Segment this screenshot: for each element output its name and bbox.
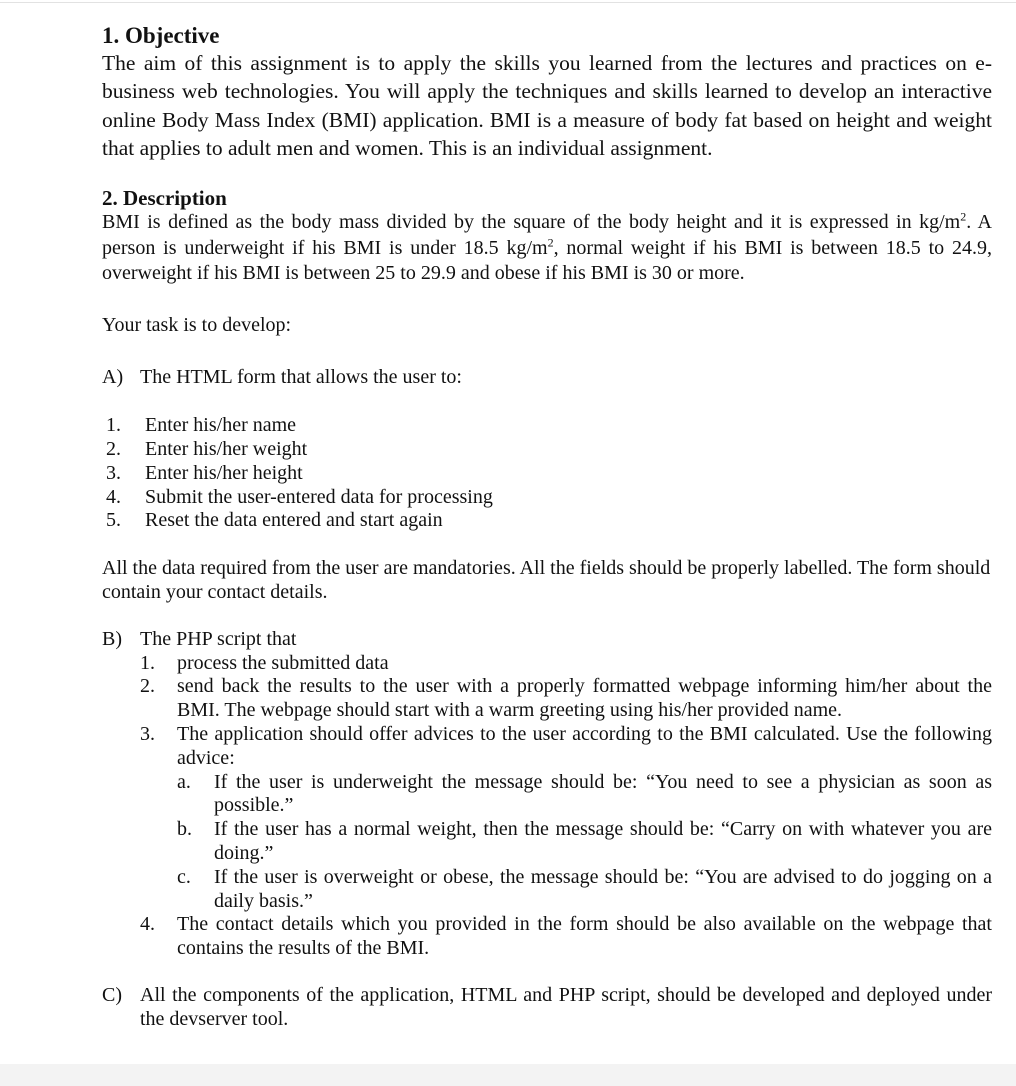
list-text: Submit the user-entered data for processing (145, 485, 493, 508)
part-b-label: B) (102, 627, 122, 650)
list-number: 1. (106, 414, 121, 437)
list-text: send back the results to the user with a properly formatted webpage informing him/her about the BMI. The webpage should start with a warm greeting using his/her provided name. (177, 675, 992, 722)
list-letter: a. (177, 770, 191, 793)
list-item (102, 486, 992, 510)
part-b-item-2 (140, 675, 992, 723)
advice-item-b (177, 818, 992, 866)
description-text-part1: BMI is defined as the body mass divided by the square of the body height and it is expressed in kg/m (102, 211, 961, 234)
list-text: process the submitted data (177, 651, 389, 674)
description-paragraph (102, 210, 992, 287)
part-a-note: All the data required from the user are mandatories. All the fields should be properly labelled. The form should contain your contact details. (102, 557, 991, 603)
list-number: 4. (140, 913, 155, 936)
description-text-part3: , normal weight if his BMI is between 18.5 to 24.9, overweight if his BMI is between 25 to 29.9 and obese if his BMI is 30 or more. (102, 236, 992, 285)
list-item (102, 462, 992, 486)
list-number: 2. (140, 675, 155, 698)
list-item (102, 509, 992, 533)
top-divider (0, 2, 1016, 3)
list-text: The application should offer advices to the user according to the BMI calculated. Use the following advice: (177, 722, 992, 769)
part-a-list (102, 414, 992, 533)
objective-paragraph: The aim of this assignment is to apply the skills you learned from the lectures and practices on e-business web technologies. You will apply the techniques and skills learned to develop an interactive online Body Mass Index (BMI) application. BMI is a measure of body fat based on height and weight that applies to adult men and women. This is an individual assignment. (102, 51, 992, 160)
part-b (102, 628, 992, 961)
list-text: Enter his/her height (145, 461, 303, 484)
part-a-heading (102, 365, 992, 391)
part-c-label: C) (102, 983, 122, 1006)
section-description (102, 186, 992, 287)
part-b-title: The PHP script that (140, 627, 297, 650)
objective-heading: 1. Objective (102, 23, 220, 48)
part-c-text: All the components of the application, HTML and PHP script, should be developed and deployed under the devserver tool. (140, 983, 992, 1030)
list-letter: c. (177, 865, 191, 888)
list-item (102, 414, 992, 438)
part-a-title: The HTML form that allows the user to: (140, 365, 462, 388)
list-text: The contact details which you provided in the form should be also available on the webpage that contains the results of the BMI. (177, 913, 992, 960)
list-text: Reset the data entered and start again (145, 509, 443, 532)
list-number: 3. (106, 461, 121, 484)
superscript-2: 2 (960, 209, 967, 224)
part-b-item-3 (140, 723, 992, 771)
list-number: 3. (140, 722, 155, 745)
part-b-item-4 (140, 913, 992, 961)
advice-item-c (177, 866, 992, 914)
superscript-2b: 2 (547, 235, 554, 250)
part-b-heading (102, 628, 992, 652)
description-text-part2: . A person is underweight if his BMI is under 18.5 kg/m (102, 211, 992, 259)
list-letter: b. (177, 818, 192, 841)
part-b-item-1 (140, 652, 992, 676)
list-number: 4. (106, 485, 121, 508)
list-number: 2. (106, 437, 121, 460)
bottom-bar (0, 1064, 1016, 1086)
assignment-document (102, 22, 992, 1031)
list-number: 1. (140, 651, 155, 674)
list-text: If the user is overweight or obese, the message should be: “You are advised to do jogging on a daily basis.” (214, 865, 992, 912)
list-text: If the user has a normal weight, then the message should be: “Carry on with whatever you are doing.” (214, 818, 992, 864)
list-number: 5. (106, 509, 121, 532)
list-text: If the user is underweight the message should be: “You need to see a physician as soon as possible.” (214, 770, 992, 817)
list-item (102, 438, 992, 462)
part-a-label: A) (102, 365, 124, 388)
section-objective (102, 22, 992, 162)
task-intro: Your task is to develop: (102, 313, 292, 336)
list-text: Enter his/her name (145, 414, 297, 437)
description-heading: 2. Description (102, 186, 227, 211)
part-c (102, 984, 992, 1032)
advice-item-a (177, 771, 992, 819)
list-text: Enter his/her weight (145, 437, 308, 460)
